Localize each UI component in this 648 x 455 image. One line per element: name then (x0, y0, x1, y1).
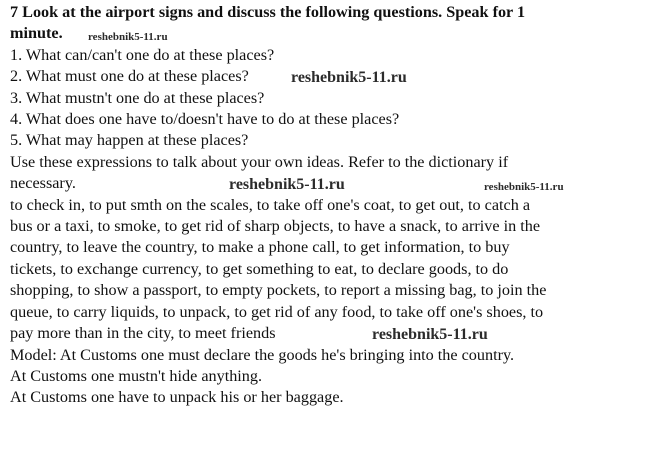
watermark-5: reshebnik5-11.ru (372, 326, 488, 344)
expressions-line-7 (10, 323, 642, 344)
watermark-1: reshebnik5-11.ru (88, 31, 168, 44)
instruction-line-2 (10, 173, 642, 194)
expressions-line-4: tickets, to exchange currency, to get something to eat, to declare goods, to do (10, 259, 509, 278)
expressions-line-7-text: pay more than in the city, to meet friends (10, 324, 276, 343)
expressions-line-2: bus or a taxi, to smoke, to get rid of sharp objects, to have a snack, to arrive in the (10, 217, 540, 236)
watermark-2: reshebnik5-11.ru (291, 69, 407, 87)
question-4: 4. What does one have to/doesn't have to do at these places? (10, 110, 400, 129)
exercise-page (10, 2, 642, 409)
instruction-line-1: Use these expressions to talk about your own ideas. Refer to the dictionary if (10, 152, 509, 171)
exercise-title-minute: minute. (10, 24, 63, 43)
watermark-4: reshebnik5-11.ru (484, 181, 564, 194)
exercise-title-line-1: 7 Look at the airport signs and discuss the following questions. Speak for 1 (10, 3, 526, 21)
question-1: 1. What can/can't one do at these places? (10, 45, 275, 64)
watermark-3: reshebnik5-11.ru (229, 176, 345, 194)
instruction-necessary: necessary. (10, 174, 76, 193)
model-line-3: At Customs one have to unpack his or her baggage. (10, 388, 344, 407)
expressions-line-5: shopping, to show a passport, to empty pockets, to report a missing bag, to join the (10, 281, 547, 300)
question-3: 3. What mustn't one do at these places? (10, 88, 265, 107)
expressions-line-1: to check in, to put smth on the scales, to take off one's coat, to get out, to catch a (10, 195, 531, 214)
expressions-line-3: country, to leave the country, to make a phone call, to get information, to buy (10, 238, 510, 257)
exercise-title-line-2 (10, 23, 642, 44)
model-line-2: At Customs one mustn't hide anything. (10, 366, 263, 385)
question-2 (10, 66, 642, 87)
question-5: 5. What may happen at these places? (10, 131, 249, 150)
question-2-text: 2. What must one do at these places? (10, 67, 249, 86)
expressions-line-6: queue, to carry liquids, to unpack, to get rid of any food, to take off one's shoes, to (10, 302, 544, 321)
model-line-1: Model: At Customs one must declare the goods he's bringing into the country. (10, 345, 515, 364)
